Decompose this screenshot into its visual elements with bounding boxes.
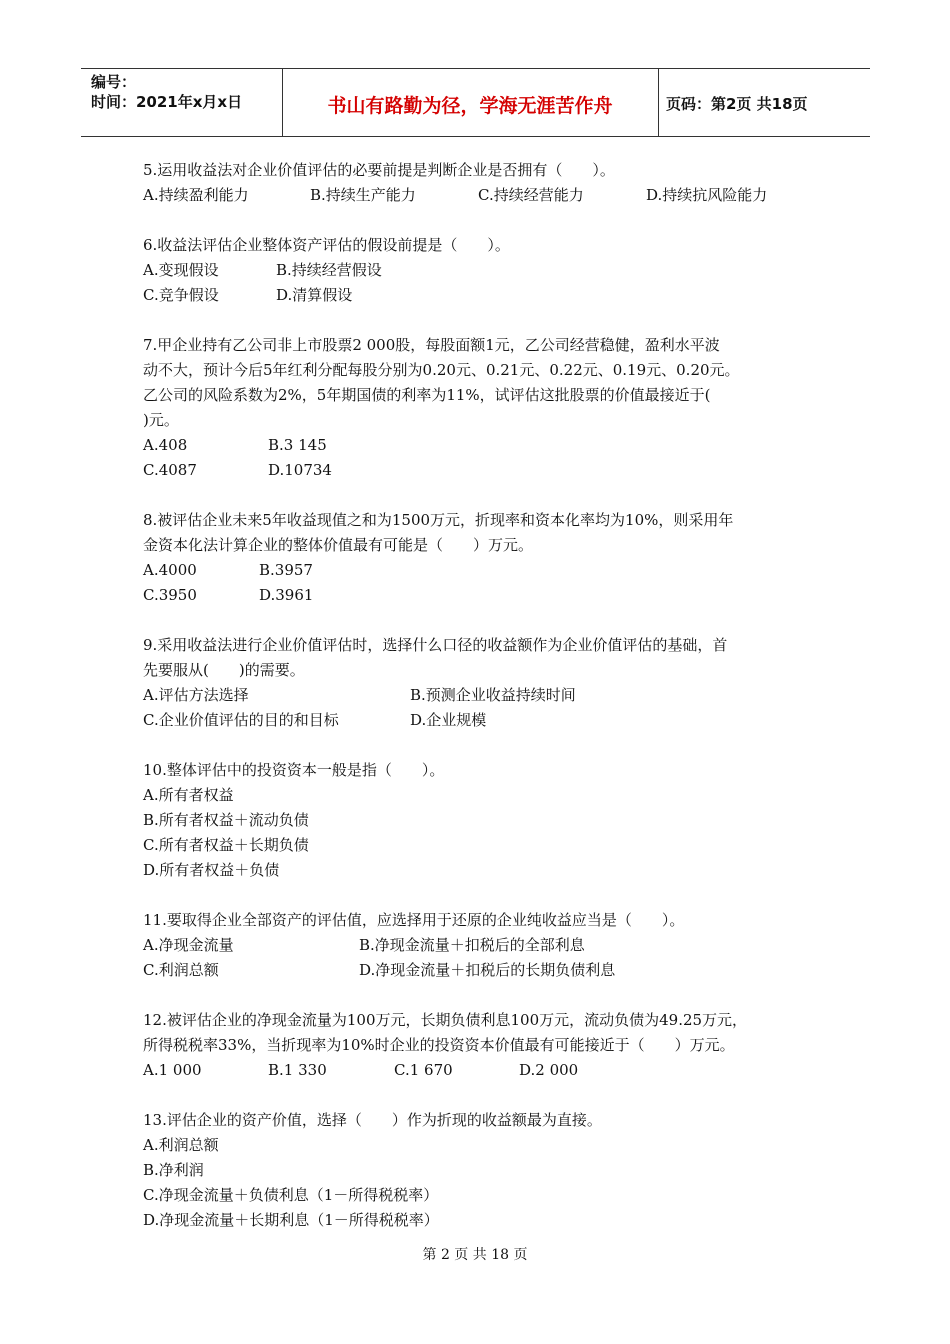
question-stem: 5.运用收益法对企业价值评估的必要前提是判断企业是否拥有（ ）。 <box>143 161 615 179</box>
question-7 <box>143 333 823 483</box>
options-row <box>143 433 823 458</box>
option-b: B.所有者权益＋流动负债 <box>143 811 309 829</box>
question-stem: 11.要取得企业全部资产的评估值，应选择用于还原的企业纯收益应当是（ ）。 <box>143 911 685 929</box>
option-a: A.利润总额 <box>143 1136 219 1154</box>
option-b: B.3957 <box>259 561 313 579</box>
option-a: A.净现金流量 <box>143 936 234 954</box>
question-10 <box>143 758 823 883</box>
question-stem-line: 所得税税率33%，当折现率为10%时企业的投资资本价值最有可能接近于（ ）万元。 <box>143 1036 735 1054</box>
option-c: C.3950 <box>143 586 197 604</box>
option-a: A.408 <box>143 436 188 454</box>
option-c: C.利润总额 <box>143 961 219 979</box>
question-stem-line: 动不大，预计今后5年红利分配每股分别为0.20元、0.21元、0.22元、0.19元、0.20元。 <box>143 361 740 379</box>
option-c: C.4087 <box>143 461 197 479</box>
option-d: D.清算假设 <box>276 286 353 304</box>
header-page-label: 页码：第2页 共18页 <box>666 95 808 113</box>
question-8 <box>143 508 823 608</box>
options-row <box>143 458 823 483</box>
header-motto: 书山有路勤为径，学海无涯苦作舟 <box>327 95 613 117</box>
page-footer: 第 2 页 共 18 页 <box>422 1247 528 1263</box>
options-row <box>143 283 823 308</box>
question-5 <box>143 158 823 208</box>
option-a: A.变现假设 <box>143 261 219 279</box>
question-stem-line: )元。 <box>143 411 179 429</box>
options-row <box>143 683 823 708</box>
question-stem-line: 9.采用收益法进行企业价值评估时，选择什么口径的收益额作为企业价值评估的基础，首 <box>143 636 728 654</box>
option-b: B.3 145 <box>268 436 327 454</box>
question-6 <box>143 233 823 308</box>
question-stem: 13.评估企业的资产价值，选择（ ）作为折现的收益额最为直接。 <box>143 1111 602 1129</box>
question-list <box>143 158 823 1258</box>
option-d: D.2 000 <box>519 1061 579 1079</box>
option-c: C.净现金流量＋负债利息（1－所得税税率） <box>143 1186 439 1204</box>
options-row <box>143 708 823 733</box>
page-header <box>81 68 870 137</box>
option-c: C.竞争假设 <box>143 286 219 304</box>
option-b: B.持续生产能力 <box>310 186 416 204</box>
option-b: B.1 330 <box>268 1061 327 1079</box>
option-b: B.净利润 <box>143 1161 204 1179</box>
option-c: C.1 670 <box>394 1061 453 1079</box>
option-a: A.1 000 <box>143 1061 202 1079</box>
question-stem: 6.收益法评估企业整体资产评估的假设前提是（ ）。 <box>143 236 510 254</box>
option-c: C.持续经营能力 <box>478 186 584 204</box>
option-d: D.10734 <box>268 461 332 479</box>
question-9 <box>143 633 823 733</box>
question-stem-line: 乙公司的风险系数为2%，5年期国债的利率为11%，试评估这批股票的价值最接近于( <box>143 386 711 404</box>
header-info-cell <box>81 69 283 136</box>
option-d: D.所有者权益＋负债 <box>143 861 280 879</box>
option-b: B.持续经营假设 <box>276 261 382 279</box>
options-row <box>143 1058 823 1083</box>
question-stem-line: 12.被评估企业的净现金流量为100万元，长期负债利息100万元，流动负债为49.25万元， <box>143 1011 748 1029</box>
options-row <box>143 583 823 608</box>
document-time-label: 时间：2021年x月x日 <box>91 93 243 111</box>
option-a: A.所有者权益 <box>143 786 234 804</box>
option-a: A.4000 <box>143 561 197 579</box>
question-12 <box>143 1008 823 1083</box>
question-stem-line: 金资本化法计算企业的整体价值最有可能是（ ）万元。 <box>143 536 534 554</box>
question-stem-line: 8.被评估企业未来5年收益现值之和为1500万元，折现率和资本化率均为10%，则采用年 <box>143 511 734 529</box>
option-b: B.预测企业收益持续时间 <box>410 686 576 704</box>
options-row <box>143 183 823 208</box>
question-13 <box>143 1108 823 1233</box>
option-d: D.企业规模 <box>410 711 487 729</box>
option-d: D.3961 <box>259 586 314 604</box>
option-c: C.企业价值评估的目的和目标 <box>143 711 339 729</box>
options-row <box>143 258 823 283</box>
question-11 <box>143 908 823 983</box>
question-stem-line: 先要服从( )的需要。 <box>143 661 305 679</box>
options-row <box>143 958 823 983</box>
options-row <box>143 933 823 958</box>
question-stem: 10.整体评估中的投资资本一般是指（ ）。 <box>143 761 445 779</box>
option-a: A.评估方法选择 <box>143 686 249 704</box>
option-a: A.持续盈利能力 <box>143 186 249 204</box>
option-b: B.净现金流量＋扣税后的全部利息 <box>359 936 585 954</box>
option-d: D.持续抗风险能力 <box>646 186 768 204</box>
option-c: C.所有者权益＋长期负债 <box>143 836 309 854</box>
option-d: D.净现金流量＋扣税后的长期负债利息 <box>359 961 616 979</box>
option-d: D.净现金流量＋长期利息（1－所得税税率） <box>143 1211 439 1229</box>
options-row <box>143 558 823 583</box>
document-number-label: 编号： <box>91 73 137 91</box>
question-stem-line: 7.甲企业持有乙公司非上市股票2 000股，每股面额1元，乙公司经营稳健，盈利水平波 <box>143 336 720 354</box>
